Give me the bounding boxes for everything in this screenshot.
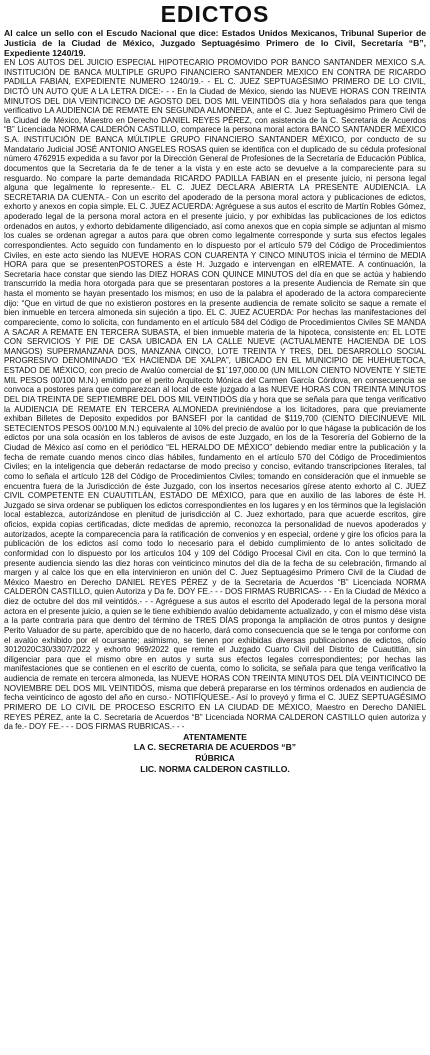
- notice-body: EN LOS AUTOS DEL JUICIO ESPECIAL HIPOTECARIO PROMOVIDO POR BANCO SANTANDER MEXICO S.A. INSTITUCIÓN DE BANCA MULTIPLE GRUPO FINANCIERO SANTANDER MEXICO EN CONTRA DE RICARDO PADILLA FABIAN, EXPEDIENTE NUMERO 1240/19.- - EL C. JUEZ SEPTUAGÉSIMO PRIMERO DE LO CIVIL, DICTÓ UN AUTO QUE A LA LETRA DICE:- - - En la Ciudad de México, siendo las NUEVE HORAS CON TREINTA MINUTOS DEL DIA VEINTICINCO DE AGOSTO DEL DOS MIL VEINTIDÓS día y hora señalados para que tenga verificativo LA AUDIENCIA DE REMATE EN SEGUNDA ALMONEDA, ante el C. Juez Septuagésimo Primero Civil de la Ciudad de México, Maestro en Derecho DANIEL REYES PÉREZ, con asistencia de la C. Secretaria de Acuerdos “B” Licenciada NORMA CALDERÓN CASTILLO, comparece la persona moral actora BANCO SANTANDER MÉXICO S.A. INSTITUCIÓN DE BANCA MÚLTIPLE GRUPO FINANCIERO SANTANDER MÉXICO, por conducto de su Mandatario Judicial JOSÉ ANTONIO ANGELES ROSAS quien se identifica con el duplicado de su cédula profesional número 4762915 expedida a su favor por la Dirección General de Profesiones de la Secretaría de Educación Pública, documentos que la Secretaria da fe de tener a la vista y en este acto se devuelve a la compareciente para su resguardo. No compare la parte demandada RICARDO PADILLA FABIAN en el presente juicio, ni persona legal alguna que legalmente lo represente.- EL C. JUEZ DECLARA ABIERTA LA PRESENTE AUDIENCIA. LA SECRETARIA DA CUENTA.- Con un escrito del apoderado de la persona moral actora y publicaciones de edictos, exhorto y anexos en copia simple. EL C. JUEZ ACUERDA: Agréguese a sus autos el escrito de Martín Robles Gómez, apoderado legal de la persona moral actora en el presente juicio, y por exhibidas las publicaciones de los edictos ordenados en autos, y exhorto debidamente diligenciado, así como anexos que en copia simple se adjuntan al mismo los cuales se ordenan agregar a autos para que obren como legalmente corresponde y surta sus efectos legales correspondientes. Acto seguido con fundamento en lo dispuesto por el artículo 579 del Código de Procedimientos Civiles, en este acto siendo las NUEVE HORAS CON CUARENTA Y CINCO MINUTOS inicia el término de MEDIA HORA para que se presentenPOSTORES a éste H. Juzgado e intervengan en elREMATE. A continuación, la Secretaria hace constar que siendo las DIEZ HORAS CON QUINCE MINUTOS del día en que se actúa y habiendo transcurrido la media hora otorgada para que se presentaran postores a la presente Audiencia de Remate sin que hasta el momento se hayan presentado los mismos; en uso de la palabra el apoderado de la actora compareciente dijo: “Que en virtud de que no existieron postores en la presente audiencia de remate solicito se saque a remate el bien inmueble en tercera almoneda sin sujeción a tipo. EL C. JUEZ ACUERDA: Por hechas las manifestaciones del compareciente, como lo solicita, con fundamento en el artículo 584 del Código de Procedimientos Civiles SE MANDA A SACAR A REMATE EN TERCERA SUBASTA, el bien inmueble materia de la hipoteca, consistente en: EL LOTE CON SERVICIOS Y PIE DE CASA UBICADA EN LA CALLE NUEVE (ACTUALMENTE HACIENDA DE LOS MANGOS) SUPERMANZANA DOS, MANZANA CINCO, LOTE TREINTA Y TRES, DEL DESARROLLO SOCIAL PROGRESIVO DENOMINADO “EX HACIENDA DE XALPA”, UBICADO EN EL MUNICIPIO DE HUEHUETOCA, ESTADO DE MÉXICO, con precio de Avalúo comercial de $1´197,000.00 (UN MILLON CIENTO NOVENTE Y SIETE MIL PESOS 00/100 M.N.) emitido por el perito Arquitecto Mónica del Carmen García Córdova, en consecuencia se convoca a postores para que comparezcan al local de este juzgado a las NUEVE HORAS CON TREINTA MINUTOS DEL DIA TREINTA DE SEPTIEMBRE DEL DOS MIL VEINTIDÓS día y hora que se señala para que tenga verificativo la AUDIENCIA DE REMATE EN TERCERA ALMONEDA previniéndose a los licitadores, para que previamente exhiban Billetes de Deposito expedidos por BANSEFI por la cantidad de $119,700 (CIENTO DIECINUEVE MIL SETECIENTOS PESOS 00/100 M.N.) equivalente al 10% del precio de avalúo por lo que hágase la publicación de los edictos por una sola ocasión en los tableros de avisos de este Juzgado, en los de la Tesorería del Gobierno de la Ciudad de México así como en el periódico “EL HERALDO DE MÉXICO” debiendo mediar entre la publicación y la fecha de remate cuando menos cinco días hábiles, fundamento en el artículo 570 del Código de Procedimientos Civiles; en la inteligencia que deberán redactarse de modo preciso y conciso, evitando transcripciones literales, tal como lo señala el artículo 128 del Código de Procedimientos Civiles; tomando en consideración que el inmueble se encuentra fuera de la Jurisdicción de éste Juzgado, con los insertos necesarios gírese atento exhorto al C. JUEZ CIVIL COMPETENTE EN CUAUTITLÁN, ESTADO DE MÉXICO, para que en auxilio de las labores de éste H. Juzgado se sirva ordenar se publiquen los edictos correspondientes en los lugares y en los términos que la legislación local establezca, autorizándose en plenitud de jurisdicción al C. Juez exhortado, para que acuerde escritos, gire oficios, expida copias certificadas, dicte medidas de apremio, reconozca la personalidad de nuevos apoderados y autorizados, acepte la comparecencia para la ratificación de convenios y en especial, ordene y gire los oficios para la publicación de los edictos así como todo lo necesario para el debido cumplimiento de lo antes solicitado de conformidad con lo dispuesto por los artículos 104 y 109 del Código Procesal Civil en cita. Con lo que terminó la presente audiencia siendo las diez horas con veinticinco minutos del día de la fecha de su celebración, firmando al margen y al calce los que en ella intervinieron en unión del C. Juez Septuagésimo Primero Civil de la Ciudad de México Maestro en Derecho DANIEL REYES PÉREZ y de la Secretaria de Acuerdos “B” Licenciada NORMA CALDERÓN CASTILLO, quien Autoriza y Da fe. DOY FE.- - - DOS FIRMAS RUBRICAS- - - En la Ciudad de México a diez de octubre del dos mil veintidós.- - - Agréguese a sus autos el escrito del Apoderado legal de la persona moral actora en el presente juicio, a quien se le tiene exhibiendo avalúo debidamente actualizado, y con el mismo dése vista a la parte contraria para que dentro del término de TRES DÍAS proponga la ampliación de otros puntos y designe Perito Valuador de su parte, apercibido que de no hacerlo, dará como consecuencia que se le tenga por conforme con el avalúo exhibido por el ocursante; asimismo, se tienen por exhibidas diversas publicaciones de edictos, oficio 3012020C30/3307/2022 y exhorto 969/2022 que remite el Juzgado Cuarto Civil del Distrito de Cuautitlán, sin diligenciar para que el mismo obre en autos y surta sus efectos legales correspondientes; por hechas las manifestaciones que se contienen en el escrito de cuenta, como lo solicita, se señala para que tenga verificativo la audiencia de remate en tercera almoneda, las NUEVE HORAS CON TREINTA MINUTOS DEL DÍA VEINTICINCO DE NOVIEMBRE DEL DOS MIL VEINTIDÓS, misma que deberá prepararse en los términos ordenados en audiencia de fecha veinticinco de agosto del año en curso.- NOTIFÍQUESE.- Así lo proveyó y firma el C. JUEZ SEPTUAGÉSIMO PRIMERO DE LO CIVIL DE PROCESO ESCRITO EN LA CIUDAD DE MÉXICO, Maestro en Derecho DANIEL REYES PÉREZ, ante la C. Secretaria de Acuerdos “B” Licenciada NORMA CALDERON CASTILLO quien autoriza y da fe.- DOY FE.- - - DOS FIRMAS RUBRICAS.- - -: [4, 58, 426, 732]
- notice-title: EDICTOS: [160, 1, 270, 27]
- closing-block: [4, 732, 426, 774]
- closing-secretary-name: LIC. NORMA CALDERON CASTILLO.: [140, 763, 290, 774]
- seal-description: Al calce un sello con el Escudo Nacional que dice: Estados Unidos Mexicanos, Tribunal Superior de Justicia de la Ciudad de México, Juzgado Septuagésimo Primero de lo Civil, Secretaría “B”, Expediente 1240/19.: [4, 28, 426, 58]
- closing-atentamente: ATENTAMENTE: [183, 731, 247, 742]
- closing-secretary-title: LA C. SECRETARIA DE ACUERDOS “B”: [133, 742, 297, 753]
- closing-signature: RÚBRICA: [195, 752, 235, 763]
